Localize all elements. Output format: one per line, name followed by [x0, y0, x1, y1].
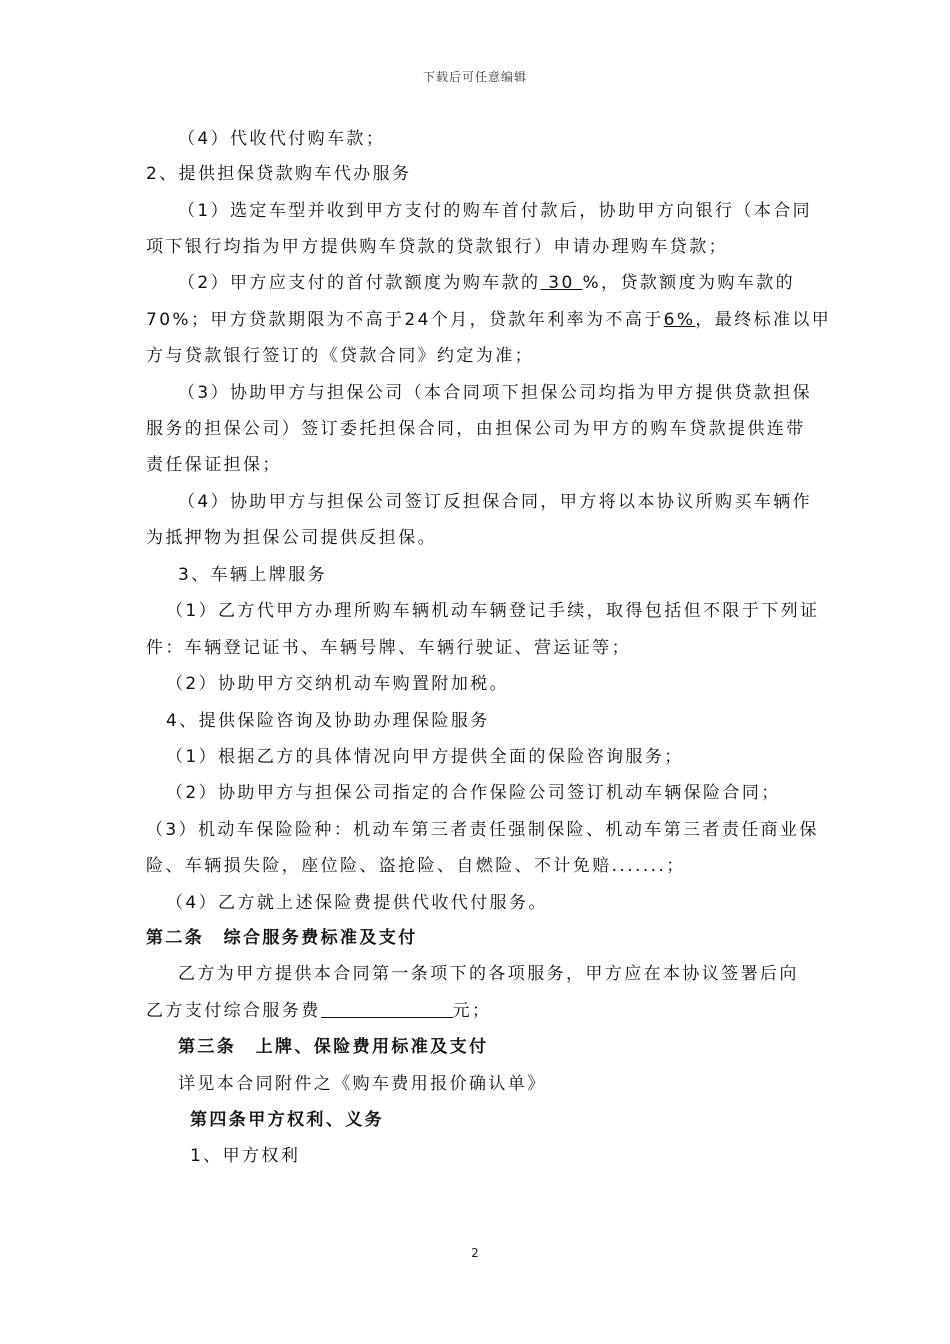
article-heading: 第三条 上牌、保险费用标准及支付 [178, 1037, 489, 1057]
clause-line [178, 271, 795, 295]
page-number: 2 [471, 1246, 479, 1260]
down-payment-percent: 30 [540, 273, 583, 293]
article-heading: 第四条甲方权利、义务 [190, 1110, 384, 1130]
clause-line: （1）乙方代甲方办理所购车辆机动车辆登记手续，取得包括但不限于下列证 [166, 601, 820, 621]
text-fragment: （2）甲方应支付的首付款额度为购车款的 [178, 273, 541, 293]
clause-line: （2）协助甲方与担保公司指定的合作保险公司签订机动车辆保险合同； [166, 783, 781, 803]
clause-line: （1）根据乙方的具体情况向甲方提供全面的保险咨询服务； [166, 747, 684, 767]
clause-line: （4）协助甲方与担保公司签订反担保合同，甲方将以本协议所购买车辆作 [178, 492, 813, 512]
clause-line: 件：车辆登记证书、车辆号牌、车辆行驶证、营运证等； [146, 638, 631, 658]
clause-line: （3）协助甲方与担保公司（本合同项下担保公司均指为甲方提供贷款担保 [178, 383, 813, 403]
fee-blank [321, 1000, 453, 1018]
clause-line: （1）选定车型并收到甲方支付的购车首付款后，协助甲方向银行（本合同 [178, 201, 813, 221]
article-heading: 第二条 综合服务费标准及支付 [146, 928, 418, 948]
clause-line: 险、车辆损失险，座位险、盗抢险、自燃险、不计免赔.......； [146, 856, 686, 876]
clause-line: 为抵押物为担保公司提供反担保。 [146, 528, 437, 548]
clause-line: 责任保证担保； [146, 455, 282, 475]
text-fragment: 乙方支付综合服务费 [146, 1001, 321, 1021]
clause-line: 详见本合同附件之《购车费用报价确认单》 [178, 1074, 547, 1094]
clause-line: 方与贷款银行签订的《贷款合同》约定为准； [146, 346, 534, 366]
section-heading: 3、车辆上牌服务 [178, 565, 328, 585]
clause-line: 乙方为甲方提供本合同第一条项下的各项服务，甲方应在本协议签署后向 [178, 964, 799, 984]
clause-line: （4）乙方就上述保险费提供代收代付服务。 [166, 893, 548, 913]
section-heading: 4、提供保险咨询及协助办理保险服务 [166, 711, 490, 731]
interest-rate: 6% [663, 310, 696, 330]
text-fragment: 70%；甲方贷款期限为不高于24个月，贷款年利率为不高于 [146, 310, 664, 330]
clause-line: 项下银行均指为甲方提供购车贷款的贷款银行）申请办理购车贷款； [146, 237, 728, 257]
clause-line: （4）代收代付购车款； [178, 129, 386, 149]
clause-line: （3）机动车保险险种：机动车第三者责任强制保险、机动车第三者责任商业保 [146, 820, 819, 840]
text-fragment: %，贷款额度为购车款的 [582, 273, 796, 293]
page-header: 下载后可任意编辑 [422, 70, 527, 84]
clause-line [146, 999, 491, 1023]
section-heading: 1、甲方权利 [190, 1146, 301, 1166]
clause-line: 服务的担保公司）签订委托担保合同，由担保公司为甲方的购车贷款提供连带 [146, 419, 806, 439]
text-fragment: 元； [452, 1001, 492, 1021]
clause-line [146, 308, 831, 332]
section-heading: 2、提供担保贷款购车代办服务 [146, 164, 412, 184]
clause-line: （2）协助甲方交纳机动车购置附加税。 [166, 674, 510, 694]
text-fragment: ，最终标准以甲 [695, 310, 832, 330]
